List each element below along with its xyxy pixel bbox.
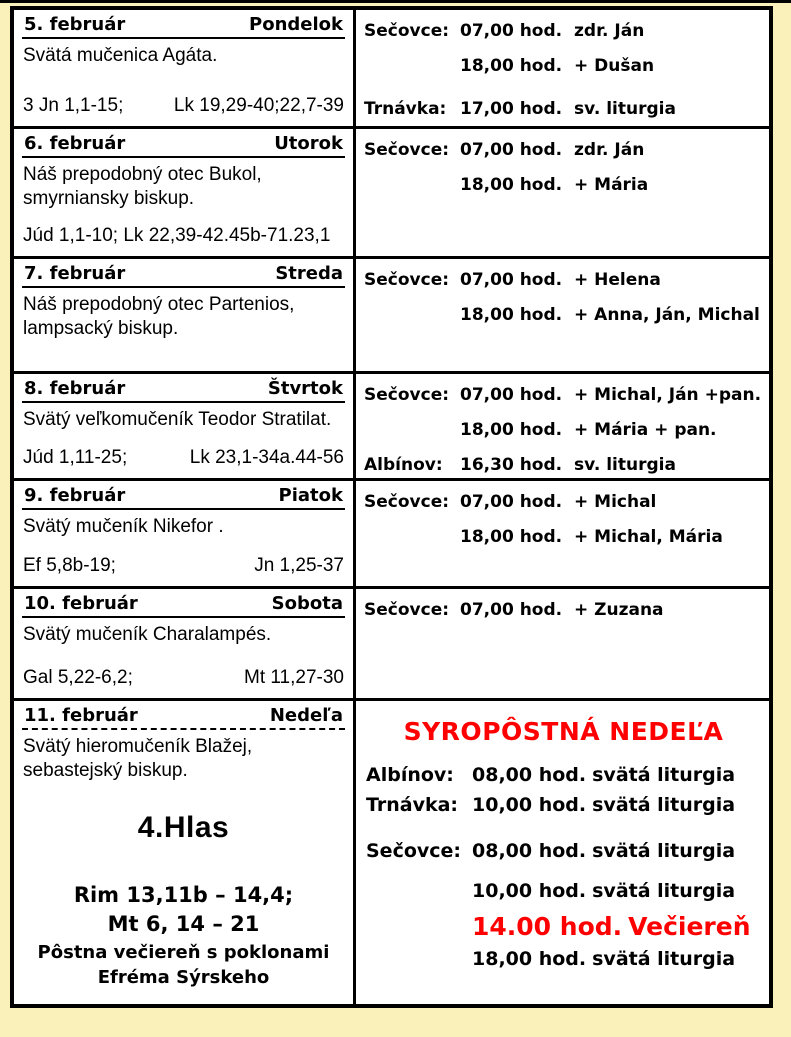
service-intention: + Zuzana bbox=[574, 600, 664, 620]
weekday-label: Sobota bbox=[271, 593, 343, 614]
scripture-readings bbox=[23, 95, 344, 117]
vespers-note-line1: Pôstna večiereň s poklonami bbox=[37, 942, 330, 964]
services-cell-saturday bbox=[356, 589, 769, 698]
reading-gospel: Lk 23,1-34a.44-56 bbox=[189, 447, 344, 468]
date-label: 6. február bbox=[24, 133, 126, 154]
service-location bbox=[366, 910, 466, 944]
feast-description: Svätý hieromučeník Blažej, sebastejský biskup. bbox=[23, 736, 253, 781]
weekday-label: Piatok bbox=[278, 485, 343, 506]
table-row-thursday bbox=[14, 374, 769, 481]
service-location: Sečovce: bbox=[364, 21, 450, 41]
reading-gospel: Jn 1,25-37 bbox=[254, 555, 344, 576]
day-header bbox=[22, 481, 345, 510]
table-row-sunday bbox=[14, 701, 769, 1004]
service-location: Trnávka: bbox=[364, 99, 447, 119]
date-label: 11. február bbox=[24, 705, 138, 726]
service-time: 16,30 hod. bbox=[460, 455, 563, 475]
service-location bbox=[364, 298, 452, 333]
service-intention: svätá liturgia bbox=[592, 880, 736, 902]
service-line bbox=[364, 133, 763, 168]
weekday-label: Nedeľa bbox=[269, 705, 343, 726]
day-cell-monday bbox=[14, 10, 356, 126]
service-intention: svätá liturgia bbox=[592, 948, 736, 970]
service-time: 07,00 hod. bbox=[460, 492, 563, 512]
service-intention: zdr. Ján bbox=[574, 21, 645, 41]
service-line bbox=[364, 168, 763, 203]
date-label: 5. február bbox=[24, 14, 126, 35]
service-time: 08,00 hod. bbox=[472, 840, 587, 862]
day-header bbox=[22, 701, 345, 730]
services-cell-monday bbox=[356, 10, 769, 126]
service-time: 18,00 hod. bbox=[460, 420, 563, 440]
service-intention: svätá liturgia bbox=[592, 794, 736, 816]
scripture-readings bbox=[23, 225, 344, 247]
service-time: 10,00 hod. bbox=[472, 794, 587, 816]
services-cell-wednesday bbox=[356, 259, 769, 371]
reading-gospel: Lk 19,29-40;22,7-39 bbox=[173, 95, 344, 116]
service-line bbox=[364, 485, 763, 520]
service-time: 07,00 hod. bbox=[460, 21, 563, 41]
table-row-wednesday bbox=[14, 259, 769, 374]
service-time: 14.00 hod. bbox=[472, 912, 623, 941]
reading-epistle: Ef 5,8b-19; bbox=[23, 555, 116, 576]
liturgical-schedule-table bbox=[10, 6, 773, 1008]
service-line bbox=[364, 520, 763, 555]
service-location: Sečovce: bbox=[364, 600, 450, 620]
feast-description: Náš prepodobný otec Partenios, lampsacký biskup. bbox=[23, 294, 295, 339]
service-line bbox=[364, 298, 763, 333]
feast-description: Svätý veľkomučeník Teodor Stratilat. bbox=[23, 409, 332, 430]
service-location: Albínov: bbox=[364, 455, 443, 475]
service-intention: Večiereň bbox=[628, 912, 751, 941]
day-cell-friday bbox=[14, 481, 356, 586]
services-cell-friday bbox=[356, 481, 769, 586]
service-location bbox=[366, 876, 466, 906]
service-time: 07,00 hod. bbox=[460, 385, 563, 405]
service-line bbox=[364, 760, 763, 790]
day-header bbox=[22, 129, 345, 158]
service-time: 18,00 hod. bbox=[460, 175, 563, 195]
service-intention: sv. liturgia bbox=[574, 99, 676, 119]
reading-epistle: Júd 1,11-25; bbox=[23, 447, 128, 468]
service-intention: + Michal, Ján +pan. bbox=[574, 385, 762, 405]
scripture-readings bbox=[23, 447, 344, 469]
service-location: Trnávka: bbox=[366, 794, 459, 816]
day-header bbox=[22, 374, 345, 403]
service-time: 18,00 hod. bbox=[460, 56, 563, 76]
service-location: Sečovce: bbox=[364, 270, 450, 290]
service-location: Sečovce: bbox=[364, 492, 450, 512]
service-line bbox=[364, 790, 763, 820]
services-cell-thursday bbox=[356, 374, 769, 478]
services-cell-tuesday bbox=[356, 129, 769, 256]
service-intention: zdr. Ján bbox=[574, 140, 645, 160]
reading-epistle: 3 Jn 1,1-15; bbox=[23, 95, 124, 116]
service-time: 07,00 hod. bbox=[460, 270, 563, 290]
service-time: 08,00 hod. bbox=[472, 764, 587, 786]
service-location bbox=[364, 168, 452, 203]
service-location: Albínov: bbox=[366, 764, 454, 786]
reading-gospel: Mt 11,27-30 bbox=[244, 667, 344, 688]
service-intention: + Dušan bbox=[574, 56, 655, 76]
service-time: 18,00 hod. bbox=[472, 948, 587, 970]
service-location: Sečovce: bbox=[366, 840, 462, 862]
vespers-note bbox=[23, 941, 344, 990]
date-label: 8. február bbox=[24, 378, 126, 399]
weekday-label: Utorok bbox=[274, 133, 343, 154]
service-line bbox=[364, 593, 763, 628]
service-location: Sečovce: bbox=[364, 385, 450, 405]
scripture-readings bbox=[23, 667, 344, 689]
service-line bbox=[364, 49, 763, 84]
service-time: 07,00 hod. bbox=[460, 140, 563, 160]
service-line-vespers bbox=[364, 910, 763, 944]
date-label: 9. február bbox=[24, 485, 126, 506]
service-line bbox=[364, 944, 763, 974]
day-cell-sunday bbox=[14, 701, 356, 1004]
reading-epistle: Júd 1,1-10; Lk 22,39-42.45b-71.23,1 bbox=[23, 225, 331, 246]
service-time: 18,00 hod. bbox=[460, 305, 563, 325]
reading-gospel: Mt 6, 14 – 21 bbox=[107, 911, 260, 936]
feast-description: Náš prepodobný otec Bukol, smyrniansky biskup. bbox=[23, 164, 262, 209]
reading-epistle: Gal 5,22-6,2; bbox=[23, 667, 133, 688]
day-cell-thursday bbox=[14, 374, 356, 478]
weekday-label: Pondelok bbox=[249, 14, 343, 35]
feast-description: Svätý mučeník Nikefor . bbox=[23, 516, 224, 537]
service-location bbox=[366, 944, 466, 974]
day-header bbox=[22, 259, 345, 288]
service-location: Sečovce: bbox=[364, 140, 450, 160]
service-line bbox=[364, 413, 763, 448]
service-location bbox=[364, 520, 452, 555]
sunday-readings bbox=[23, 881, 344, 940]
day-cell-wednesday bbox=[14, 259, 356, 371]
service-time: 07,00 hod. bbox=[460, 600, 563, 620]
service-location bbox=[364, 49, 452, 84]
services-cell-sunday bbox=[356, 701, 769, 1004]
service-line bbox=[364, 92, 763, 127]
scripture-readings bbox=[23, 555, 344, 577]
service-intention: + Anna, Ján, Michal bbox=[574, 305, 760, 325]
vespers-note-line2: Efréma Sýrskeho bbox=[97, 966, 270, 988]
table-row-tuesday bbox=[14, 129, 769, 259]
service-time: 18,00 hod. bbox=[460, 527, 563, 547]
weekday-label: Streda bbox=[275, 263, 343, 284]
sunday-title: SYROPÔSTNÁ NEDEĽA bbox=[403, 717, 724, 746]
reading-epistle: Rim 13,11b – 14,4; bbox=[73, 882, 294, 907]
service-line bbox=[364, 378, 763, 413]
weekday-label: Štvrtok bbox=[267, 378, 343, 399]
service-line bbox=[364, 876, 763, 906]
date-label: 10. február bbox=[24, 593, 138, 614]
service-line bbox=[364, 263, 763, 298]
service-line bbox=[364, 14, 763, 49]
service-time: 17,00 hod. bbox=[460, 99, 563, 119]
service-intention: + Michal bbox=[574, 492, 657, 512]
day-cell-tuesday bbox=[14, 129, 356, 256]
date-label: 7. február bbox=[24, 263, 126, 284]
day-cell-saturday bbox=[14, 589, 356, 698]
service-intention: + Michal, Mária bbox=[574, 527, 723, 547]
day-header bbox=[22, 589, 345, 618]
service-intention: sv. liturgia bbox=[574, 455, 676, 475]
service-intention: + Helena bbox=[574, 270, 661, 290]
feast-description: Svätá mučenica Agáta. bbox=[23, 45, 218, 66]
page-top-edge bbox=[0, 0, 791, 3]
day-header bbox=[22, 10, 345, 39]
service-intention: + Mária + pan. bbox=[574, 420, 717, 440]
service-intention: svätá liturgia bbox=[592, 840, 736, 862]
service-time: 10,00 hod. bbox=[472, 880, 587, 902]
service-intention: svätá liturgia bbox=[592, 764, 736, 786]
table-row-saturday bbox=[14, 589, 769, 701]
tone-label: 4.Hlas bbox=[137, 810, 230, 844]
service-location bbox=[364, 413, 452, 448]
table-row-monday bbox=[14, 10, 769, 129]
service-line bbox=[364, 836, 763, 866]
feast-description: Svätý mučeník Charalampés. bbox=[23, 624, 272, 645]
service-line bbox=[364, 448, 763, 483]
table-row-friday bbox=[14, 481, 769, 589]
service-intention: + Mária bbox=[574, 175, 649, 195]
